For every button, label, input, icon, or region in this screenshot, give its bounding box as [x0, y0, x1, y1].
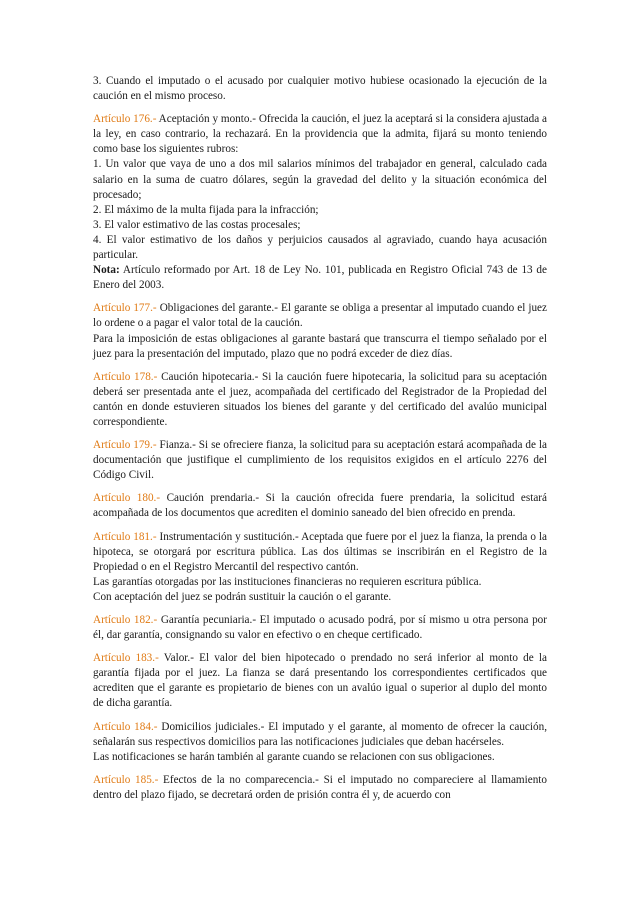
- article-paragraph: [93, 301, 547, 361]
- document-page: [93, 74, 547, 811]
- paragraph-line: [93, 720, 547, 750]
- line-text: Aceptación y monto.- Ofrecida la caución, el juez la aceptará si la considera ajustada a la ley, en caso contrario, la rechazará. En la providencia que la admita, fijará su monto teniendo como base los siguientes rubros:: [93, 113, 547, 156]
- article-number: Artículo 181.-: [93, 530, 157, 543]
- article-number: Artículo 185.-: [93, 773, 159, 786]
- paragraph-line: [93, 491, 547, 521]
- paragraph-line: [93, 203, 547, 218]
- line-text: Caución prendaria.- Si la caución ofrecida fuere prendaria, la solicitud estará acompañada de los documentos que acrediten el dominio saneado del bien ofrecido en prenda.: [93, 492, 547, 520]
- line-text: Garantía pecuniaria.- El imputado o acusado podrá, por sí mismo u otra persona por él, dar garantía, consignando su valor en efectivo o en cheque certificado.: [93, 614, 547, 642]
- article-number: Artículo 183.-: [93, 652, 159, 665]
- line-text: 3. El valor estimativo de las costas procesales;: [93, 218, 301, 231]
- article-paragraph: [93, 370, 547, 430]
- paragraph-line: [93, 301, 547, 331]
- paragraph-line: [93, 575, 547, 590]
- note-line: [93, 263, 547, 293]
- article-paragraph: [93, 438, 547, 483]
- article-paragraph: [93, 720, 547, 765]
- article-paragraph: [93, 651, 547, 711]
- line-text: Con aceptación del juez se podrán sustituir la caución o el garante.: [93, 590, 392, 603]
- article-paragraph: [93, 530, 547, 605]
- article-number: Artículo 176.-: [93, 113, 157, 126]
- paragraph-line: [93, 773, 547, 803]
- line-text: 3. Cuando el imputado o el acusado por cualquier motivo hubiese ocasionado la ejecución de la caución en el mismo proceso.: [93, 75, 547, 103]
- paragraph-line: [93, 590, 547, 605]
- paragraph-line: [93, 750, 547, 765]
- article-paragraph: [93, 613, 547, 643]
- article-paragraph: [93, 112, 547, 293]
- line-text: Obligaciones del garante.- El garante se obliga a presentar al imputado cuando el juez lo ordene o a pagar el valor total de la caución.: [93, 302, 547, 330]
- line-text: Las notificaciones se harán también al garante cuando se relacionen con sus obligaciones.: [93, 750, 495, 763]
- paragraph-line: [93, 112, 547, 157]
- note-label: Nota:: [93, 264, 120, 277]
- line-text: Para la imposición de estas obligaciones al garante bastará que transcurra el tiempo señalado por el juez para la presentación del imputado, plazo que no podrá exceder de diez días.: [93, 332, 547, 360]
- text-paragraph: [93, 74, 547, 104]
- paragraph-line: [93, 218, 547, 233]
- line-text: Efectos de la no comparecencia.- Si el imputado no compareciere al llamamiento dentro del plazo fijado, se decretará orden de prisión contra él y, de acuerdo con: [93, 773, 547, 801]
- paragraph-line: [93, 613, 547, 643]
- article-paragraph: [93, 773, 547, 803]
- line-text: Domicilios judiciales.- El imputado y el garante, al momento de ofrecer la caución, señalarán sus respectivos domicilios para las notificaciones judiciales que deban hacérseles.: [93, 720, 547, 748]
- line-text: 2. El máximo de la multa fijada para la infracción;: [93, 203, 319, 216]
- line-text: Caución hipotecaria.- Si la caución fuere hipotecaria, la solicitud para su aceptación deberá ser presentada ante el juez, acompañada del certificado del Registrador de la Propiedad del cantón en donde estuvieren situados los bienes del garante y del certificado del avalúo municipal correspondiente.: [93, 370, 547, 428]
- article-number: Artículo 177.-: [93, 302, 157, 315]
- paragraph-line: [93, 530, 547, 575]
- paragraph-line: [93, 332, 547, 362]
- paragraph-line: [93, 74, 547, 104]
- article-number: Artículo 178.-: [93, 370, 158, 383]
- line-text: Instrumentación y sustitución.- Aceptada que fuere por el juez la fianza, la prenda o la hipoteca, se otorgará por escritura pública. Las dos últimas se inscribirán en el Registro de la Propiedad o en el Registro Mercantil del respectivo cantón.: [93, 530, 547, 573]
- line-text: 4. El valor estimativo de los daños y perjuicios causados al agraviado, cuando haya acusación particular.: [93, 233, 547, 262]
- line-text: Fianza.- Si se ofreciere fianza, la solicitud para su aceptación estará acompañada de la documentación que justifique el cumplimiento de los requisitos exigidos en el artículo 2276 del Código Civil.: [93, 439, 547, 482]
- paragraph-line: [93, 651, 547, 711]
- paragraph-line: [93, 370, 547, 430]
- line-text: Valor.- El valor del bien hipotecado o prendado no será inferior al monto de la garantía fijada por el juez. La fianza se dará presentando los correspondientes certificados que acrediten que el garante es propietario de bienes con un avalúo igual o superior al duplo del monto de dicha garantía.: [93, 652, 547, 710]
- line-text: Las garantías otorgadas por las instituciones financieras no requieren escritura pública.: [93, 575, 482, 588]
- note-text: Artículo reformado por Art. 18 de Ley No. 101, publicada en Registro Oficial 743 de 13 de Enero del 2003.: [93, 264, 547, 292]
- paragraph-line: [93, 233, 547, 263]
- line-text: 1. Un valor que vaya de uno a dos mil salarios mínimos del trabajador en general, calculado cada salario en la suma de cuatro dólares, según la gravedad del delito y la situación económica del procesado;: [93, 158, 547, 201]
- paragraph-line: [93, 438, 547, 483]
- article-number: Artículo 182.-: [93, 614, 158, 626]
- article-number: Artículo 184.-: [93, 720, 158, 733]
- paragraph-line: [93, 157, 547, 202]
- article-paragraph: [93, 491, 547, 521]
- article-number: Artículo 179.-: [93, 439, 157, 452]
- article-number: Artículo 180.-: [93, 492, 161, 505]
